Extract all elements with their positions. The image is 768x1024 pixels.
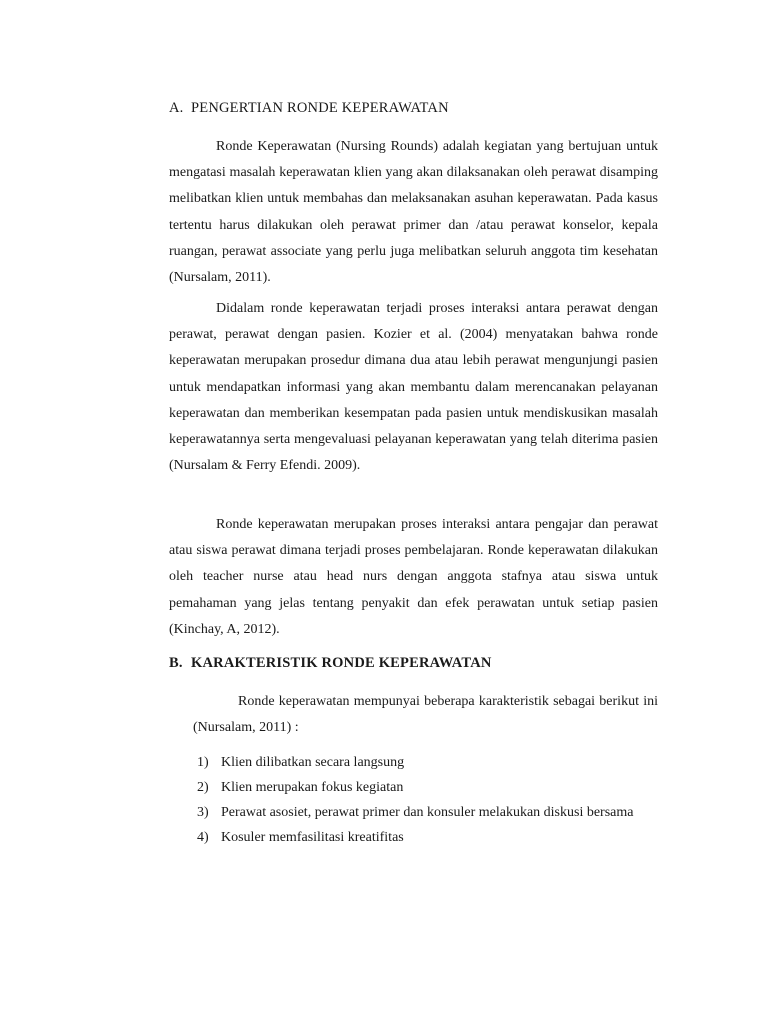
section-a-paragraph-1: Ronde Keperawatan (Nursing Rounds) adalah kegiatan yang bertujuan untuk mengatasi masalah keperawatan klien yang akan dilaksanakan oleh perawat disamping melibatkan klien untuk membahas dan melaksanakan asuhan keperawatan. Pada kasus tertentu harus dilakukan oleh perawat primer dan /atau perawat konselor, kepala ruangan, perawat associate yang perlu juga melibatkan seluruh anggota tim kesehatan (Nursalam, 2011). bbox=[169, 139, 658, 286]
list-item-number: 1) bbox=[197, 755, 209, 770]
list-item bbox=[197, 800, 658, 825]
list-item-text: Kosuler memfasilitasi kreatifitas bbox=[221, 830, 404, 845]
section-a-letter: A. bbox=[169, 100, 184, 116]
section-a-title: PENGERTIAN RONDE KEPERAWATAN bbox=[191, 100, 449, 116]
section-a-paragraph-2: Didalam ronde keperawatan terjadi proses interaksi antara perawat dengan perawat, perawat dengan pasien. Kozier et al. (2004) menyatakan bahwa ronde keperawatan merupakan prosedur dimana dua atau lebih perawat mengunjungi pasien untuk mendapatkan informasi yang akan membantu dalam merencanakan pelayanan keperawatan dan memberikan kesempatan pada pasien untuk mendiskusikan masalah keperawatannya serta mengevaluasi pelayanan keperawatan yang telah diterima pasien (Nursalam & Ferry Efendi. 2009). bbox=[169, 301, 658, 474]
list-item-number: 2) bbox=[197, 780, 209, 795]
list-item-text: Klien merupakan fokus kegiatan bbox=[221, 780, 404, 795]
list-item-number: 4) bbox=[197, 830, 209, 845]
section-b-intro: Ronde keperawatan mempunyai beberapa karakteristik sebagai berikut ini (Nursalam, 2011) : bbox=[193, 694, 658, 735]
list-item-number: 3) bbox=[197, 805, 209, 820]
list-item bbox=[197, 825, 658, 850]
section-b-heading bbox=[169, 655, 492, 672]
section-a-paragraph-3: Ronde keperawatan merupakan proses interaksi antara pengajar dan perawat atau siswa perawat dimana terjadi proses pembelajaran. Ronde keperawatan dilakukan oleh teacher nurse atau head nurs dengan anggota stafnya atau siswa untuk pemahaman yang jelas tentang penyakit dan efek perawatan untuk setiap pasien (Kinchay, A, 2012). bbox=[169, 517, 658, 637]
list-item bbox=[197, 750, 658, 775]
section-b-letter: B. bbox=[169, 655, 183, 671]
list-item bbox=[197, 775, 658, 800]
section-a-heading bbox=[169, 100, 449, 117]
list-item-text: Perawat asosiet, perawat primer dan konsuler melakukan diskusi bersama bbox=[221, 805, 634, 820]
characteristics-list bbox=[197, 750, 658, 850]
list-item-text: Klien dilibatkan secara langsung bbox=[221, 755, 405, 770]
section-b-title: KARAKTERISTIK RONDE KEPERAWATAN bbox=[191, 655, 492, 671]
